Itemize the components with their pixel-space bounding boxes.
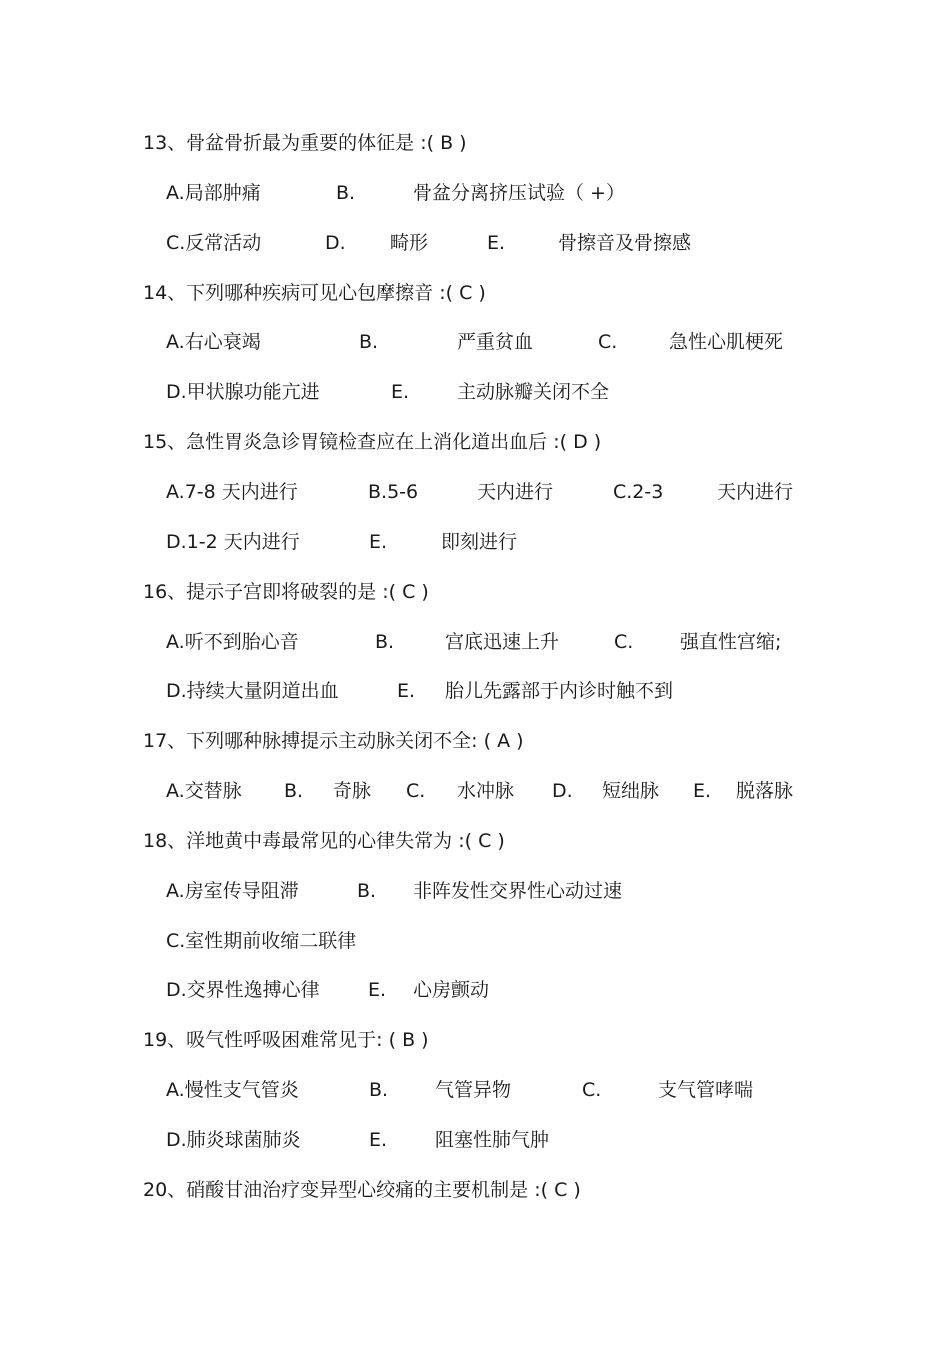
question-stem: [0, 1028, 950, 1052]
option-text: E.: [369, 530, 388, 553]
question-stem: [0, 131, 950, 155]
option-text: D.: [552, 780, 573, 803]
option-text: B.5-6: [368, 480, 419, 503]
option-text: 心房颤动: [413, 979, 490, 1002]
question-stem-text: 17、下列哪种脉搏提示主动脉关闭不全: ( A ): [143, 730, 524, 753]
option-text: 天内进行: [477, 480, 554, 503]
option-row: [0, 1078, 950, 1102]
question-stem-text: 16、提示子宫即将破裂的是 :( C ): [143, 580, 429, 603]
option-text: 畸形: [390, 231, 429, 254]
option-text: 严重贫血: [457, 331, 534, 354]
option-text: A.7-8 天内进行: [166, 480, 298, 503]
option-text: A.局部肿痛: [166, 181, 261, 204]
option-row: [0, 231, 950, 255]
option-text: B.: [375, 630, 395, 653]
option-row: [0, 929, 950, 953]
option-text: 非阵发性交界性心动过速: [413, 879, 623, 902]
option-row: [0, 480, 950, 504]
option-text: B.: [359, 331, 379, 354]
option-text: 奇脉: [333, 780, 372, 803]
option-text: B.: [336, 181, 356, 204]
question-stem: [0, 829, 950, 853]
question-stem: [0, 580, 950, 604]
option-row: [0, 879, 950, 903]
question-stem: [0, 1178, 950, 1202]
option-text: 阻塞性肺气肿: [435, 1129, 550, 1151]
option-text: C.: [598, 331, 618, 354]
question-stem-text: 19、吸气性呼吸困难常见于: ( B ): [143, 1029, 429, 1052]
option-text: 气管异物: [435, 1079, 512, 1102]
option-text: C.: [406, 780, 426, 803]
option-text: A.房室传导阻滞: [166, 879, 299, 902]
option-text: C.: [614, 630, 634, 653]
option-text: 胎儿先露部于内诊时触不到: [445, 680, 674, 703]
option-row: [0, 181, 950, 205]
option-row: [0, 978, 950, 1002]
option-row: [0, 530, 950, 554]
option-text: B.: [369, 1079, 389, 1102]
question-stem: [0, 729, 950, 753]
option-text: 脱落脉: [736, 780, 794, 803]
option-row: [0, 630, 950, 654]
option-text: 骨擦音及骨擦感: [558, 231, 692, 254]
option-text: 宫底迅速上升: [445, 630, 560, 653]
option-text: 骨盆分离挤压试验（ +）: [413, 181, 625, 204]
option-row: [0, 330, 950, 354]
option-text: A.右心衰竭: [166, 331, 261, 354]
option-text: C.反常活动: [166, 231, 262, 254]
option-text: C.室性期前收缩二联律: [166, 929, 357, 952]
option-text: E.: [368, 979, 387, 1002]
option-text: D.持续大量阴道出血: [166, 680, 339, 703]
option-text: D.交界性逸搏心律: [166, 979, 320, 1002]
option-text: C.: [582, 1079, 602, 1102]
option-text: 天内进行: [717, 480, 794, 503]
option-row: [0, 779, 950, 803]
option-text: E.: [487, 231, 506, 254]
option-text: B.: [357, 879, 377, 902]
option-text: 支气管哮喘: [658, 1079, 754, 1102]
option-text: 水冲脉: [457, 780, 515, 803]
option-text: 即刻进行: [441, 530, 518, 553]
option-text: D.1-2 天内进行: [166, 530, 300, 553]
option-text: E.: [397, 680, 416, 703]
option-text: 短绌脉: [602, 780, 660, 803]
option-text: A.听不到胎心音: [166, 630, 299, 653]
option-text: 急性心肌梗死: [669, 331, 784, 354]
option-text: 主动脉瓣关闭不全: [457, 381, 610, 404]
question-stem-text: 13、骨盆骨折最为重要的体征是 :( B ): [143, 132, 467, 154]
question-stem: [0, 281, 950, 305]
question-stem: [0, 430, 950, 454]
question-stem-text: 18、洋地黄中毒最常见的心律失常为 :( C ): [143, 829, 505, 852]
option-row: [0, 679, 950, 703]
option-text: A.交替脉: [166, 780, 242, 803]
option-text: D.: [325, 231, 346, 254]
question-stem-text: 14、下列哪种疾病可见心包摩擦音 :( C ): [143, 281, 486, 304]
option-text: A.慢性支气管炎: [166, 1079, 299, 1102]
option-text: B.: [284, 780, 304, 803]
option-text: C.2-3: [613, 480, 664, 503]
option-text: D.肺炎球菌肺炎: [166, 1129, 301, 1151]
option-row: [0, 380, 950, 404]
option-text: 强直性宫缩;: [680, 630, 782, 653]
question-stem-text: 20、硝酸甘油治疗变异型心绞痛的主要机制是 :( C ): [143, 1178, 581, 1201]
option-row: [0, 1128, 950, 1152]
option-text: E.: [693, 780, 712, 803]
option-text: E.: [391, 381, 410, 404]
option-text: D.甲状腺功能亢进: [166, 381, 320, 404]
option-text: E.: [369, 1129, 388, 1151]
question-stem-text: 15、急性胃炎急诊胃镜检查应在上消化道出血后 :( D ): [143, 431, 602, 454]
